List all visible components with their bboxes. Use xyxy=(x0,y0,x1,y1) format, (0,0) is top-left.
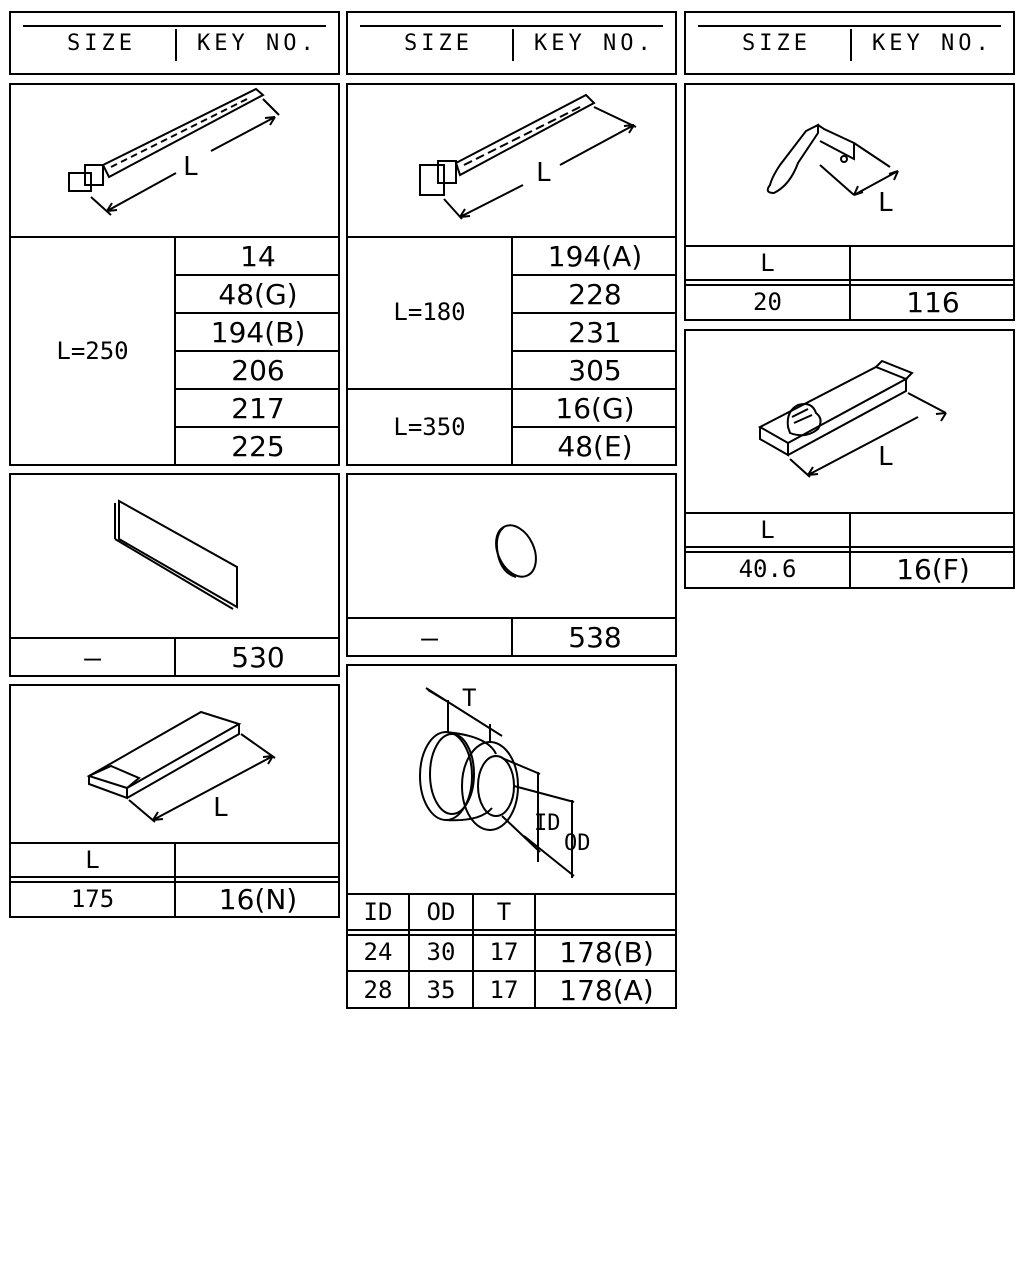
header-col3 xyxy=(684,11,1015,75)
panel-tape xyxy=(9,473,340,677)
header-divider xyxy=(512,29,514,61)
panel-cable-tie-180 xyxy=(346,83,677,466)
cable-tie-drawing xyxy=(11,85,342,238)
key-cell: 217 xyxy=(231,391,285,425)
strap-drawing xyxy=(11,686,342,844)
column-header-od: OD xyxy=(426,898,456,926)
key-cell: 206 xyxy=(231,353,285,387)
size-header-cell: L xyxy=(760,516,775,544)
size-cell: 175 xyxy=(70,885,115,913)
key-cell: 305 xyxy=(568,353,622,387)
key-cell: 16(N) xyxy=(218,882,298,916)
key-cell: 194(B) xyxy=(210,315,306,349)
od-cell: 35 xyxy=(426,976,456,1004)
key-cell: 16(G) xyxy=(555,391,635,425)
header-size-label: SIZE xyxy=(404,31,473,56)
panel-cable-tie-250 xyxy=(9,83,340,466)
size-cell: L=180 xyxy=(393,298,466,326)
cable-tie-drawing xyxy=(348,85,679,238)
id-cell: 24 xyxy=(363,938,393,966)
size-cell: L=250 xyxy=(56,337,129,365)
panel-clamp xyxy=(684,329,1015,589)
header-rule xyxy=(698,25,1001,27)
header-col2 xyxy=(346,11,677,75)
header-rule xyxy=(23,25,326,27)
dimension-label: L xyxy=(536,158,552,188)
header-rule xyxy=(360,25,663,27)
header-key-label: KEY NO. xyxy=(872,31,993,56)
id-cell: 28 xyxy=(363,976,393,1004)
header-divider xyxy=(175,29,177,61)
column-header-id: ID xyxy=(363,898,393,926)
header-col1 xyxy=(9,11,340,75)
panel-grommet xyxy=(346,664,677,1009)
disc-drawing xyxy=(348,475,679,619)
key-cell: 48(E) xyxy=(557,429,633,463)
dimension-label-t: T xyxy=(462,684,477,712)
key-cell: 225 xyxy=(231,429,285,463)
size-header-cell: L xyxy=(85,846,100,874)
key-cell: 178(A) xyxy=(559,973,654,1007)
size-header-cell: L xyxy=(760,249,775,277)
size-cell: 40.6 xyxy=(738,555,797,583)
od-cell: 30 xyxy=(426,938,456,966)
size-cell: 20 xyxy=(753,288,782,316)
header-divider xyxy=(850,29,852,61)
panel-clip xyxy=(684,83,1015,321)
header-key-label: KEY NO. xyxy=(197,31,318,56)
header-size-label: SIZE xyxy=(742,31,811,56)
dimension-label: L xyxy=(213,793,229,823)
key-cell: 16(F) xyxy=(896,552,970,586)
key-cell: 178(B) xyxy=(559,935,654,969)
dimension-label: L xyxy=(183,152,199,182)
size-cell: — xyxy=(84,640,101,674)
key-cell: 194(A) xyxy=(547,239,643,273)
key-cell: 228 xyxy=(568,277,622,311)
dimension-label-id: ID xyxy=(534,811,561,836)
dimension-label: L xyxy=(878,442,894,472)
panel-disc xyxy=(346,473,677,657)
key-cell: 530 xyxy=(231,640,285,674)
tape-drawing xyxy=(11,475,342,639)
key-cell: 538 xyxy=(568,620,622,654)
key-cell: 116 xyxy=(906,285,960,319)
dimension-label: L xyxy=(878,188,894,218)
size-cell: L=350 xyxy=(393,413,466,441)
key-cell: 14 xyxy=(240,239,276,273)
header-size-label: SIZE xyxy=(67,31,136,56)
key-cell: 231 xyxy=(568,315,622,349)
dimension-label-od: OD xyxy=(564,831,591,856)
t-cell: 17 xyxy=(489,938,519,966)
size-cell: — xyxy=(421,620,438,654)
clip-drawing xyxy=(686,85,1017,247)
panel-strap xyxy=(9,684,340,918)
grommet-drawing xyxy=(348,666,679,894)
column-header-t: T xyxy=(496,898,512,926)
key-cell: 48(G) xyxy=(218,277,298,311)
clamp-drawing xyxy=(686,331,1017,514)
t-cell: 17 xyxy=(489,976,519,1004)
header-key-label: KEY NO. xyxy=(534,31,655,56)
